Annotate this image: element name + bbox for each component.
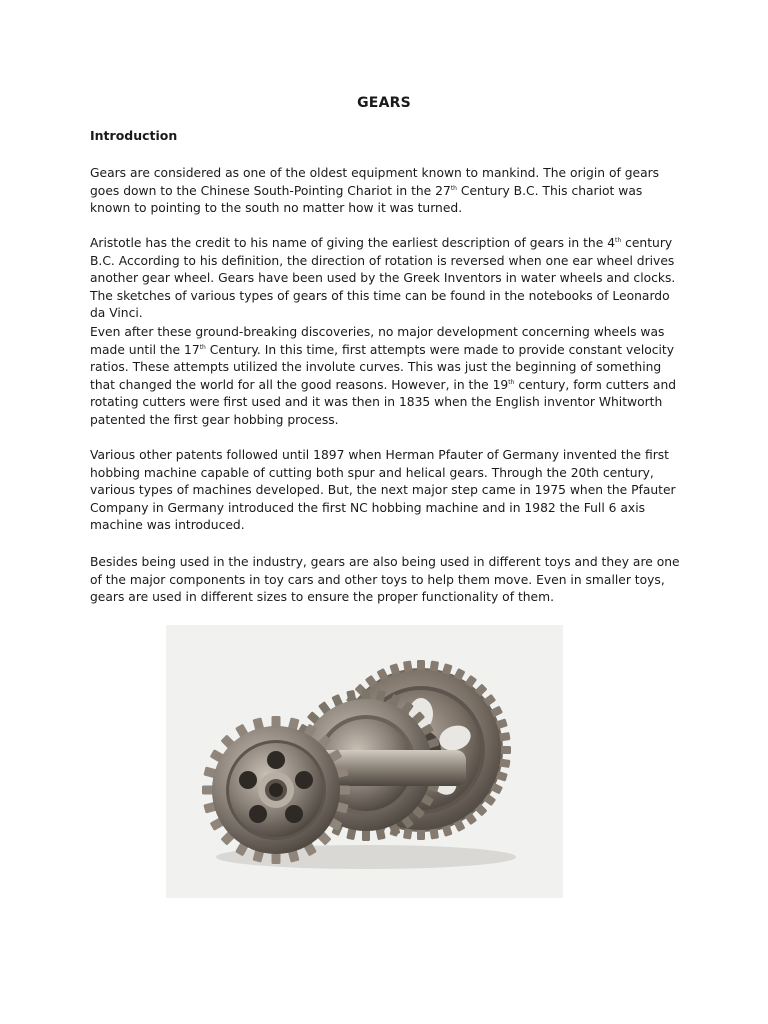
paragraph-patents: Various other patents followed until 1897 when Herman Pfauter of Germany invented the first hobbing machine capable of cutting both spur and helical gears. Through the 20th century, various types of machines developed. But, the next major step came in 1975 when the Pfauter Company in Germany introduced the first NC hobbing machine and in 1982 the Full 6 axis machine was introduced. xyxy=(90,448,676,533)
superscript: th xyxy=(508,378,515,386)
gears-photo xyxy=(166,625,563,898)
paragraph-text: century, form cutters and rotating cutters were first used and it was then in 1835 when the English inventor Whitworth patented the first gear hobbing process. xyxy=(90,377,677,427)
paragraph-text: Century B.C. This chariot was known to pointing to the south no matter how it was turned. xyxy=(90,183,643,216)
gears-illustration xyxy=(166,625,563,898)
superscript: th xyxy=(450,184,457,192)
superscript: th xyxy=(199,343,206,351)
paragraph-aristotle xyxy=(90,235,680,323)
paragraph-development xyxy=(90,324,680,430)
paragraph-text: Gears are considered as one of the oldest equipment known to mankind. The origin of gears goes down to the Chinese South-Pointing Chariot in the 27 xyxy=(90,166,660,198)
paragraph-text: Aristotle has the credit to his name of giving the earliest description of gears in the 4 xyxy=(90,236,616,250)
document-title: GEARS xyxy=(357,95,411,111)
paragraph-toys: Besides being used in the industry, gears are also being used in different toys and they are one of the major components in toy cars and other toys to help them move. Even in smaller toys, gears are used in different sizes to ensure the proper functionality of them. xyxy=(90,555,680,605)
section-heading: Introduction xyxy=(90,128,178,143)
front-gear xyxy=(202,716,350,864)
paragraph-text: Even after these ground-breaking discoveries, no major development concerning wheels was made until the 17 xyxy=(90,325,665,357)
paragraph-text: Century. In this time, first attempts were made to provide constant velocity ratios. These attempts utilized the involute curves. This was just the beginning of something that changed the world for all the good reasons. However, in the 19 xyxy=(90,342,675,392)
superscript: th xyxy=(615,236,622,244)
paragraph-origin xyxy=(90,165,680,218)
paragraph-text: century B.C. According to his definition, the direction of rotation is reversed when one ear wheel drives another gear wheel. Gears have been used by the Greek Inventors in water wheels and clocks. The sketches of various types of gears of this time can be found in the notebooks of Leonardo da Vinci. xyxy=(90,236,676,321)
